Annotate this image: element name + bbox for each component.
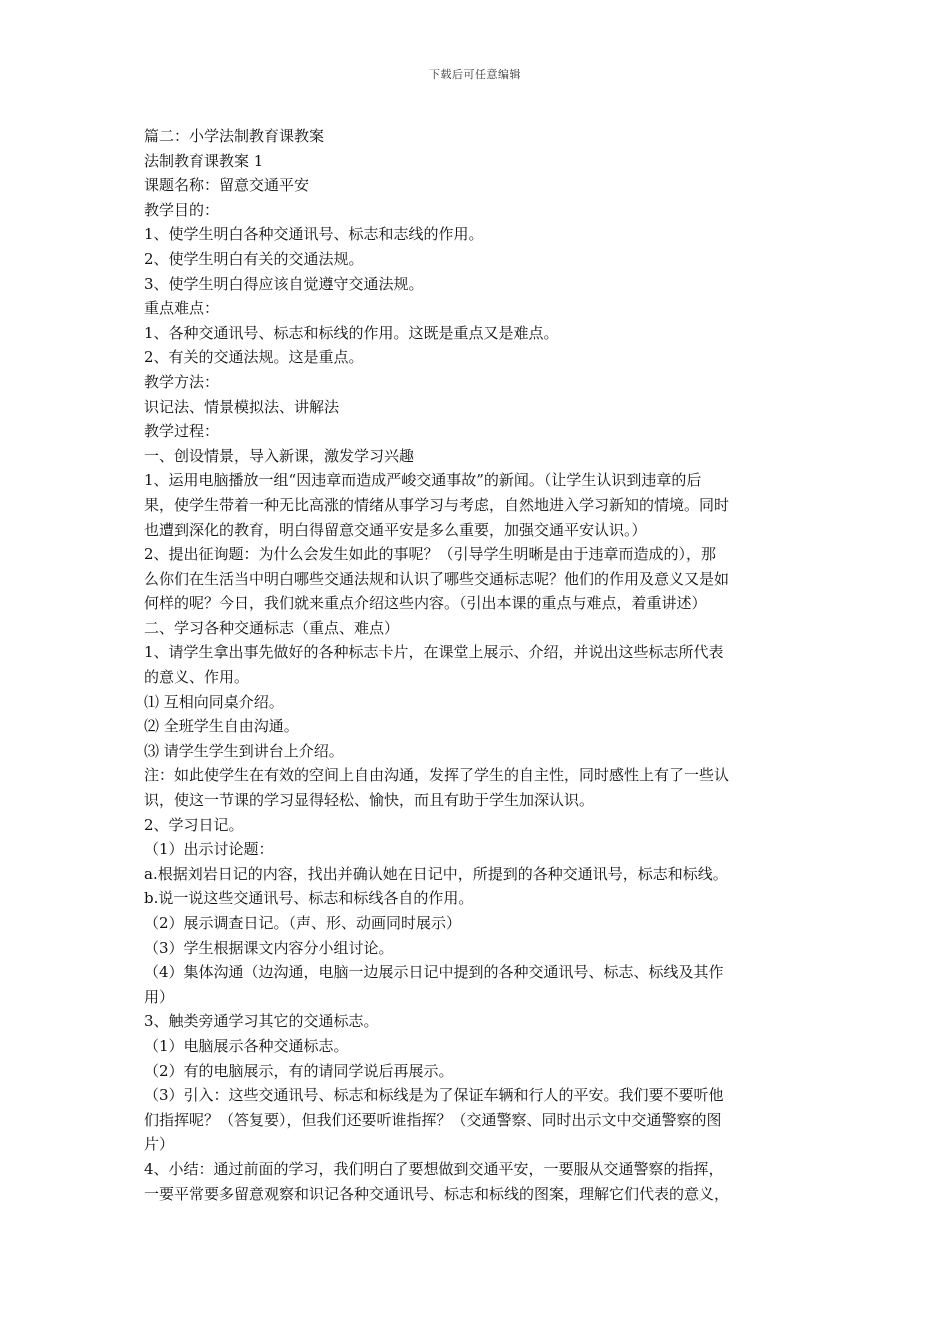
text-line: （3）引入：这些交通讯号、标志和标线是为了保证车辆和行人的平安。我们要不要听他 — [144, 1086, 724, 1105]
text-line: 一要平常要多留意观察和识记各种交通讯号、标志和标线的图案，理解它们代表的意义， — [144, 1184, 730, 1203]
text-line: 课题名称：留意交通平安 — [144, 176, 310, 195]
text-line: 1、使学生明白各种交通讯号、标志和志线的作用。 — [144, 225, 484, 244]
text-line: 教学过程： — [144, 422, 220, 441]
text-line: （2）有的电脑展示，有的请同学说后再展示。 — [144, 1061, 454, 1080]
text-line: 也遭到深化的教育，明白得留意交通平安是多么重要，加强交通平安认识。） — [144, 520, 647, 539]
text-line: 教学目的： — [144, 200, 220, 219]
text-line: 2、使学生明白有关的交通法规。 — [144, 249, 364, 268]
text-line: ⑵ 全班学生自由沟通。 — [144, 717, 299, 736]
text-line: 何样的呢？今日，我们就来重点介绍这些内容。（引出本课的重点与难点，着重讲述） — [144, 594, 707, 613]
text-line: 们指挥呢？（答复要），但我们还要听谁指挥？（交通警察、同时出示文中交通警察的图 — [144, 1110, 722, 1129]
text-line: 用） — [144, 987, 175, 1006]
text-line: 4、小结：通过前面的学习，我们明白了要想做到交通平安，一要服从交通警察的指挥， — [144, 1159, 724, 1178]
text-line: 2、有关的交通法规。这是重点。 — [144, 348, 364, 367]
page-header: 下载后可任意编辑 — [429, 68, 521, 81]
document-body — [144, 124, 808, 1206]
text-line: 的意义、作用。 — [144, 668, 250, 687]
text-line: 教学方法： — [144, 372, 220, 391]
text-line: a.根据刘岩日记的内容，找出并确认她在日记中，所提到的各种交通讯号，标志和标线。 — [144, 864, 728, 883]
text-line: b.说一说这些交通讯号、标志和标线各自的作用。 — [144, 889, 474, 908]
text-line: （4）集体沟通（边沟通，电脑一边展示日记中提到的各种交通讯号、标志、标线及其作 — [144, 963, 724, 982]
text-line: 一、创设情景，导入新课，激发学习兴趣 — [144, 446, 415, 465]
text-line: 1、各种交通讯号、标志和标线的作用。这既是重点又是难点。 — [144, 323, 559, 342]
text-line: 3、触类旁通学习其它的交通标志。 — [144, 1012, 379, 1031]
text-line: （3）学生根据课文内容分小组讨论。 — [144, 938, 394, 957]
text-line: 注：如此使学生在有效的空间上自由沟通，发挥了学生的自主性，同时感性上有了一些认 — [144, 766, 730, 785]
text-line: （1）出示讨论题： — [144, 840, 274, 859]
text-line: 3、使学生明白得应该自觉遵守交通法规。 — [144, 274, 424, 293]
text-line: （2）展示调查日记。（声、形、动画同时展示） — [144, 914, 462, 932]
text-line: 法制教育课教案 1 — [144, 151, 264, 170]
text-line: ⑴ 互相向同桌介绍。 — [144, 692, 284, 711]
text-line: 片） — [144, 1135, 175, 1154]
text-line: ⑶ 请学生学生到讲台上介绍。 — [144, 741, 344, 760]
text-line: 二、学习各种交通标志（重点、难点） — [144, 618, 400, 637]
text-line: 果，使学生带着一种无比高涨的情绪从事学习与考虑，自然地进入学习新知的情境。同时 — [144, 495, 730, 514]
text-line: 篇二：小学法制教育课教案 — [144, 127, 325, 145]
text-line: 识，使这一节课的学习显得轻松、愉快，而且有助于学生加深认识。 — [144, 791, 595, 810]
text-line: （1）电脑展示各种交通标志。 — [144, 1036, 349, 1055]
text-line: 识记法、情景模拟法、讲解法 — [144, 397, 340, 416]
text-line: 1、运用电脑播放一组“因违章而造成严峻交通事故”的新闻。（让学生认识到违章的后 — [144, 471, 702, 490]
text-line: 2、提出征询题：为什么会发生如此的事呢？（引导学生明晰是由于违章而造成的），那 — [144, 545, 717, 564]
text-line: 2、学习日记。 — [144, 815, 244, 834]
text-line: 1、请学生拿出事先做好的各种标志卡片，在课堂上展示、介绍，并说出这些标志所代表 — [144, 643, 724, 662]
text-line: 么你们在生活当中明白哪些交通法规和认识了哪些交通标志呢？他们的作用及意义又是如 — [144, 569, 730, 588]
text-line: 重点难点： — [144, 299, 220, 318]
